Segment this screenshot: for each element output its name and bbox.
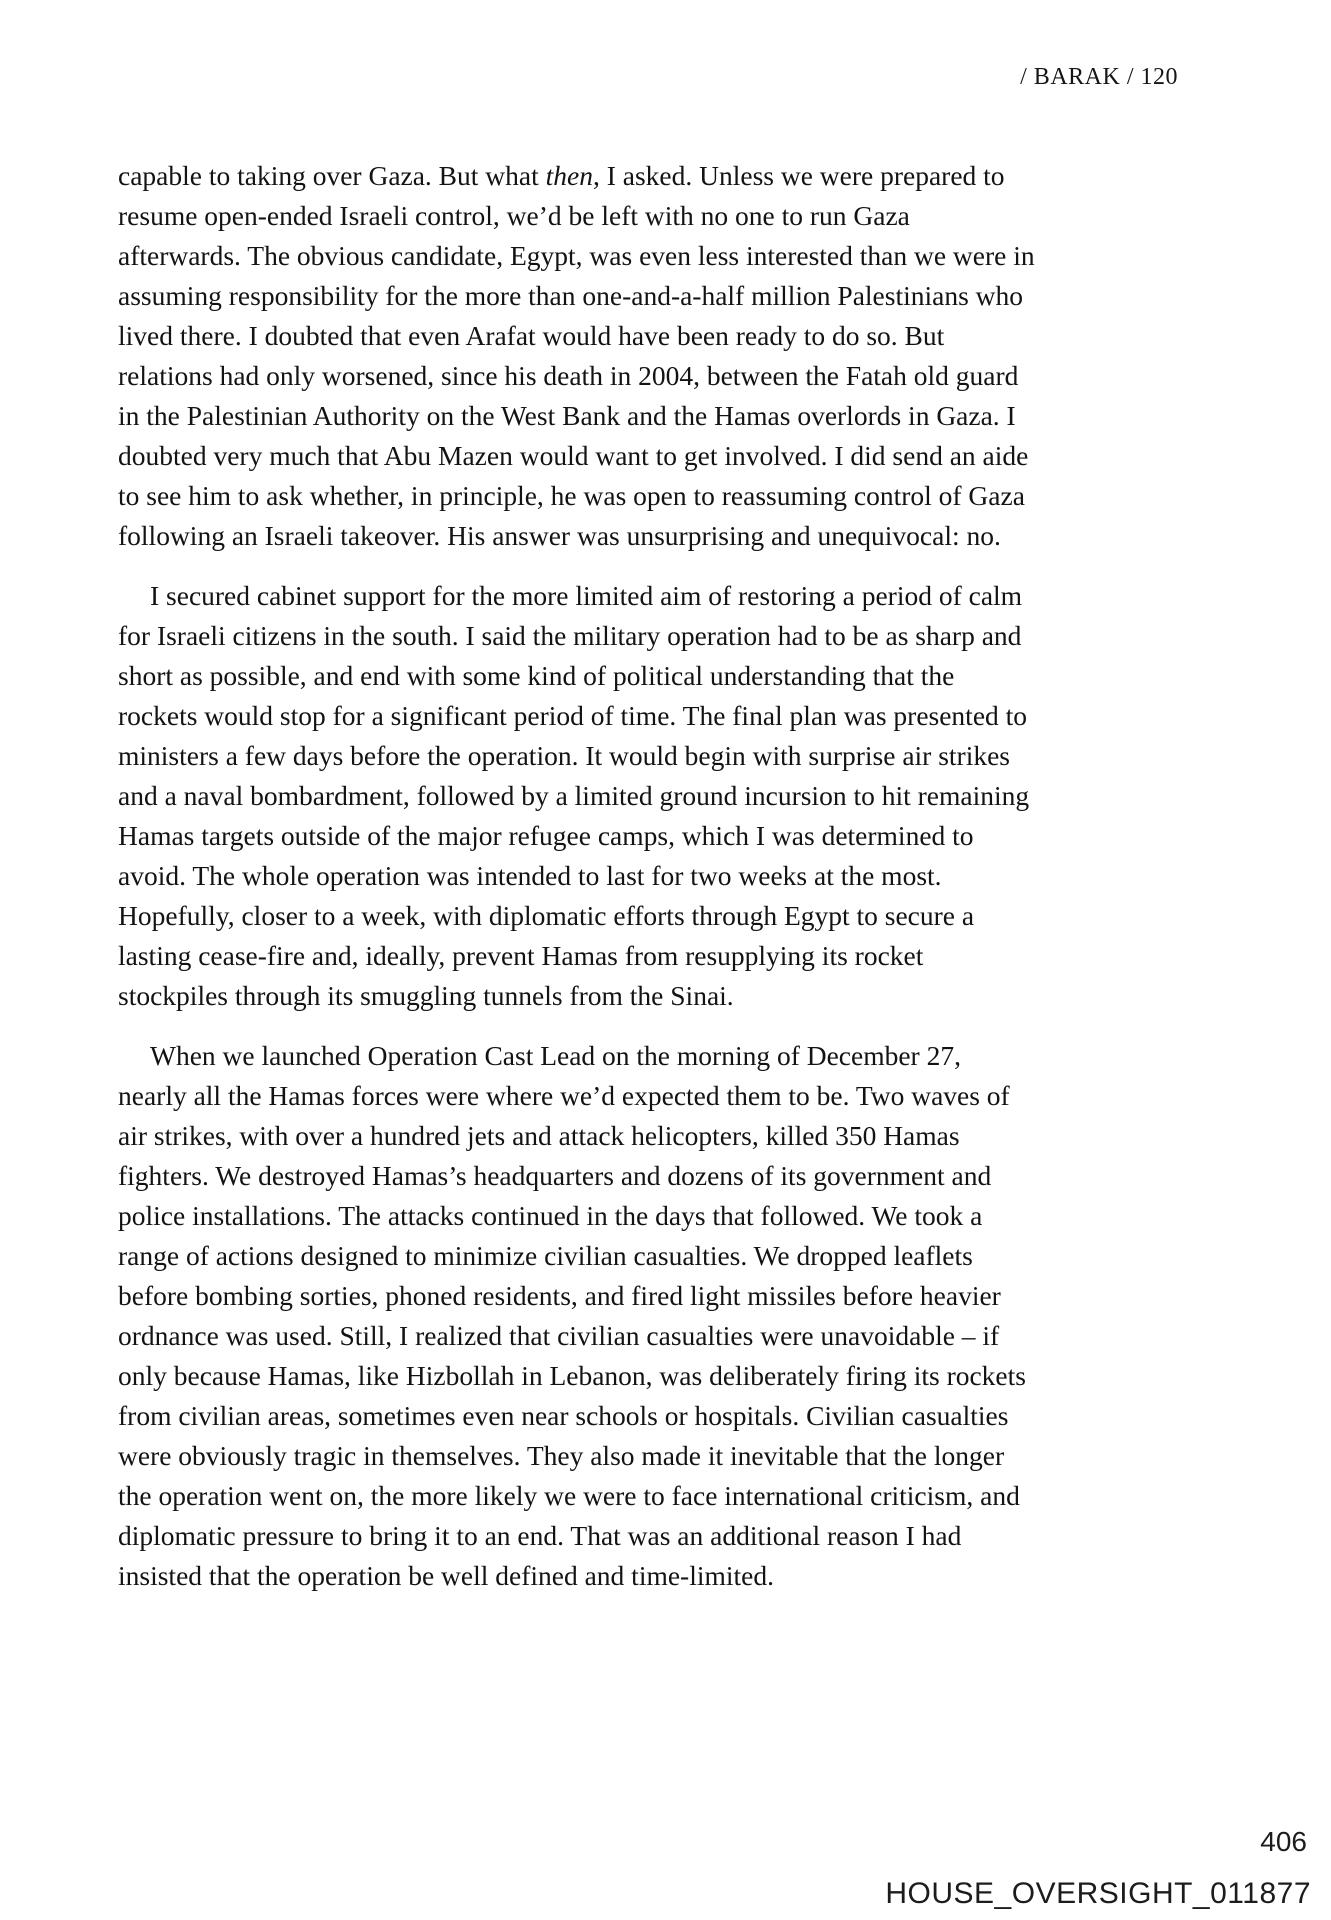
text-line: for Israeli citizens in the south. I said the military operation had to be as sharp and bbox=[118, 620, 1022, 651]
text-line: and a naval bombardment, followed by a limited ground incursion to hit remaining bbox=[118, 780, 1030, 811]
text-line: only because Hamas, like Hizbollah in Lebanon, was deliberately firing its rockets bbox=[118, 1360, 1026, 1391]
text-line: Hamas targets outside of the major refugee camps, which I was determined to bbox=[118, 820, 974, 851]
page-number: 406 bbox=[1260, 1826, 1307, 1857]
text-line: rockets would stop for a significant period of time. The final plan was presented to bbox=[118, 700, 1028, 731]
text-line: resume open-ended Israeli control, we’d be left with no one to run Gaza bbox=[118, 200, 910, 231]
text-line: doubted very much that Abu Mazen would want to get involved. I did send an aide bbox=[118, 440, 1029, 471]
text-line: range of actions designed to minimize civilian casualties. We dropped leaflets bbox=[118, 1240, 973, 1271]
text-line: When we launched Operation Cast Lead on the morning of December 27, bbox=[150, 1040, 961, 1071]
text-line: air strikes, with over a hundred jets and attack helicopters, killed 350 Hamas bbox=[118, 1120, 960, 1151]
text-line: I secured cabinet support for the more limited aim of restoring a period of calm bbox=[150, 580, 1023, 611]
text-line bbox=[118, 156, 1203, 196]
text-line: stockpiles through its smuggling tunnels from the Sinai. bbox=[118, 980, 734, 1011]
text-line: the operation went on, the more likely we were to face international criticism, and bbox=[118, 1480, 1020, 1511]
running-header: / BARAK / 120 bbox=[1020, 64, 1178, 90]
text-line: lived there. I doubted that even Arafat would have been ready to do so. But bbox=[118, 320, 945, 351]
text-line: nearly all the Hamas forces were where we’d expected them to be. Two waves of bbox=[118, 1080, 1010, 1111]
text-line: assuming responsibility for the more than one-and-a-half million Palestinians who bbox=[118, 280, 1024, 311]
text-line: afterwards. The obvious candidate, Egypt, was even less interested than we were in bbox=[118, 240, 1035, 271]
text-line: ministers a few days before the operation. It would begin with surprise air strikes bbox=[118, 740, 1010, 771]
text-line: relations had only worsened, since his death in 2004, between the Fatah old guard bbox=[118, 360, 1019, 391]
text-line: to see him to ask whether, in principle, he was open to reassuming control of Gaza bbox=[118, 480, 1025, 511]
text-line: following an Israeli takeover. His answer was unsurprising and unequivocal: no. bbox=[118, 520, 1001, 551]
text-line: from civilian areas, sometimes even near schools or hospitals. Civilian casualties bbox=[118, 1400, 1009, 1431]
text-line: diplomatic pressure to bring it to an end. That was an additional reason I had bbox=[118, 1520, 962, 1551]
paragraph-1 bbox=[118, 156, 1203, 556]
italic-text: then bbox=[545, 160, 593, 191]
body-text bbox=[118, 156, 1203, 1616]
paragraph-2 bbox=[118, 576, 1203, 1016]
text-line: lasting cease-fire and, ideally, prevent Hamas from resupplying its rocket bbox=[118, 940, 924, 971]
text-line: before bombing sorties, phoned residents, and fired light missiles before heavier bbox=[118, 1280, 1001, 1311]
text-line: fighters. We destroyed Hamas’s headquarters and dozens of its government and bbox=[118, 1160, 992, 1191]
paragraph-3 bbox=[118, 1036, 1203, 1596]
text-line: avoid. The whole operation was intended to last for two weeks at the most. bbox=[118, 860, 942, 891]
text-line: short as possible, and end with some kind of political understanding that the bbox=[118, 660, 955, 691]
text-segment: , I asked. Unless we were prepared to bbox=[592, 160, 1005, 191]
text-line: police installations. The attacks continued in the days that followed. We took a bbox=[118, 1200, 983, 1231]
text-segment: capable to taking over Gaza. But what bbox=[118, 160, 546, 191]
text-line: were obviously tragic in themselves. They also made it inevitable that the longer bbox=[118, 1440, 1005, 1471]
text-line: in the Palestinian Authority on the West Bank and the Hamas overlords in Gaza. I bbox=[118, 400, 1016, 431]
text-line: insisted that the operation be well defined and time-limited. bbox=[118, 1560, 774, 1591]
bates-stamp: HOUSE_OVERSIGHT_011877 bbox=[885, 1877, 1311, 1910]
text-line: Hopefully, closer to a week, with diplomatic efforts through Egypt to secure a bbox=[118, 900, 975, 931]
text-line: ordnance was used. Still, I realized that civilian casualties were unavoidable – if bbox=[118, 1320, 1000, 1351]
